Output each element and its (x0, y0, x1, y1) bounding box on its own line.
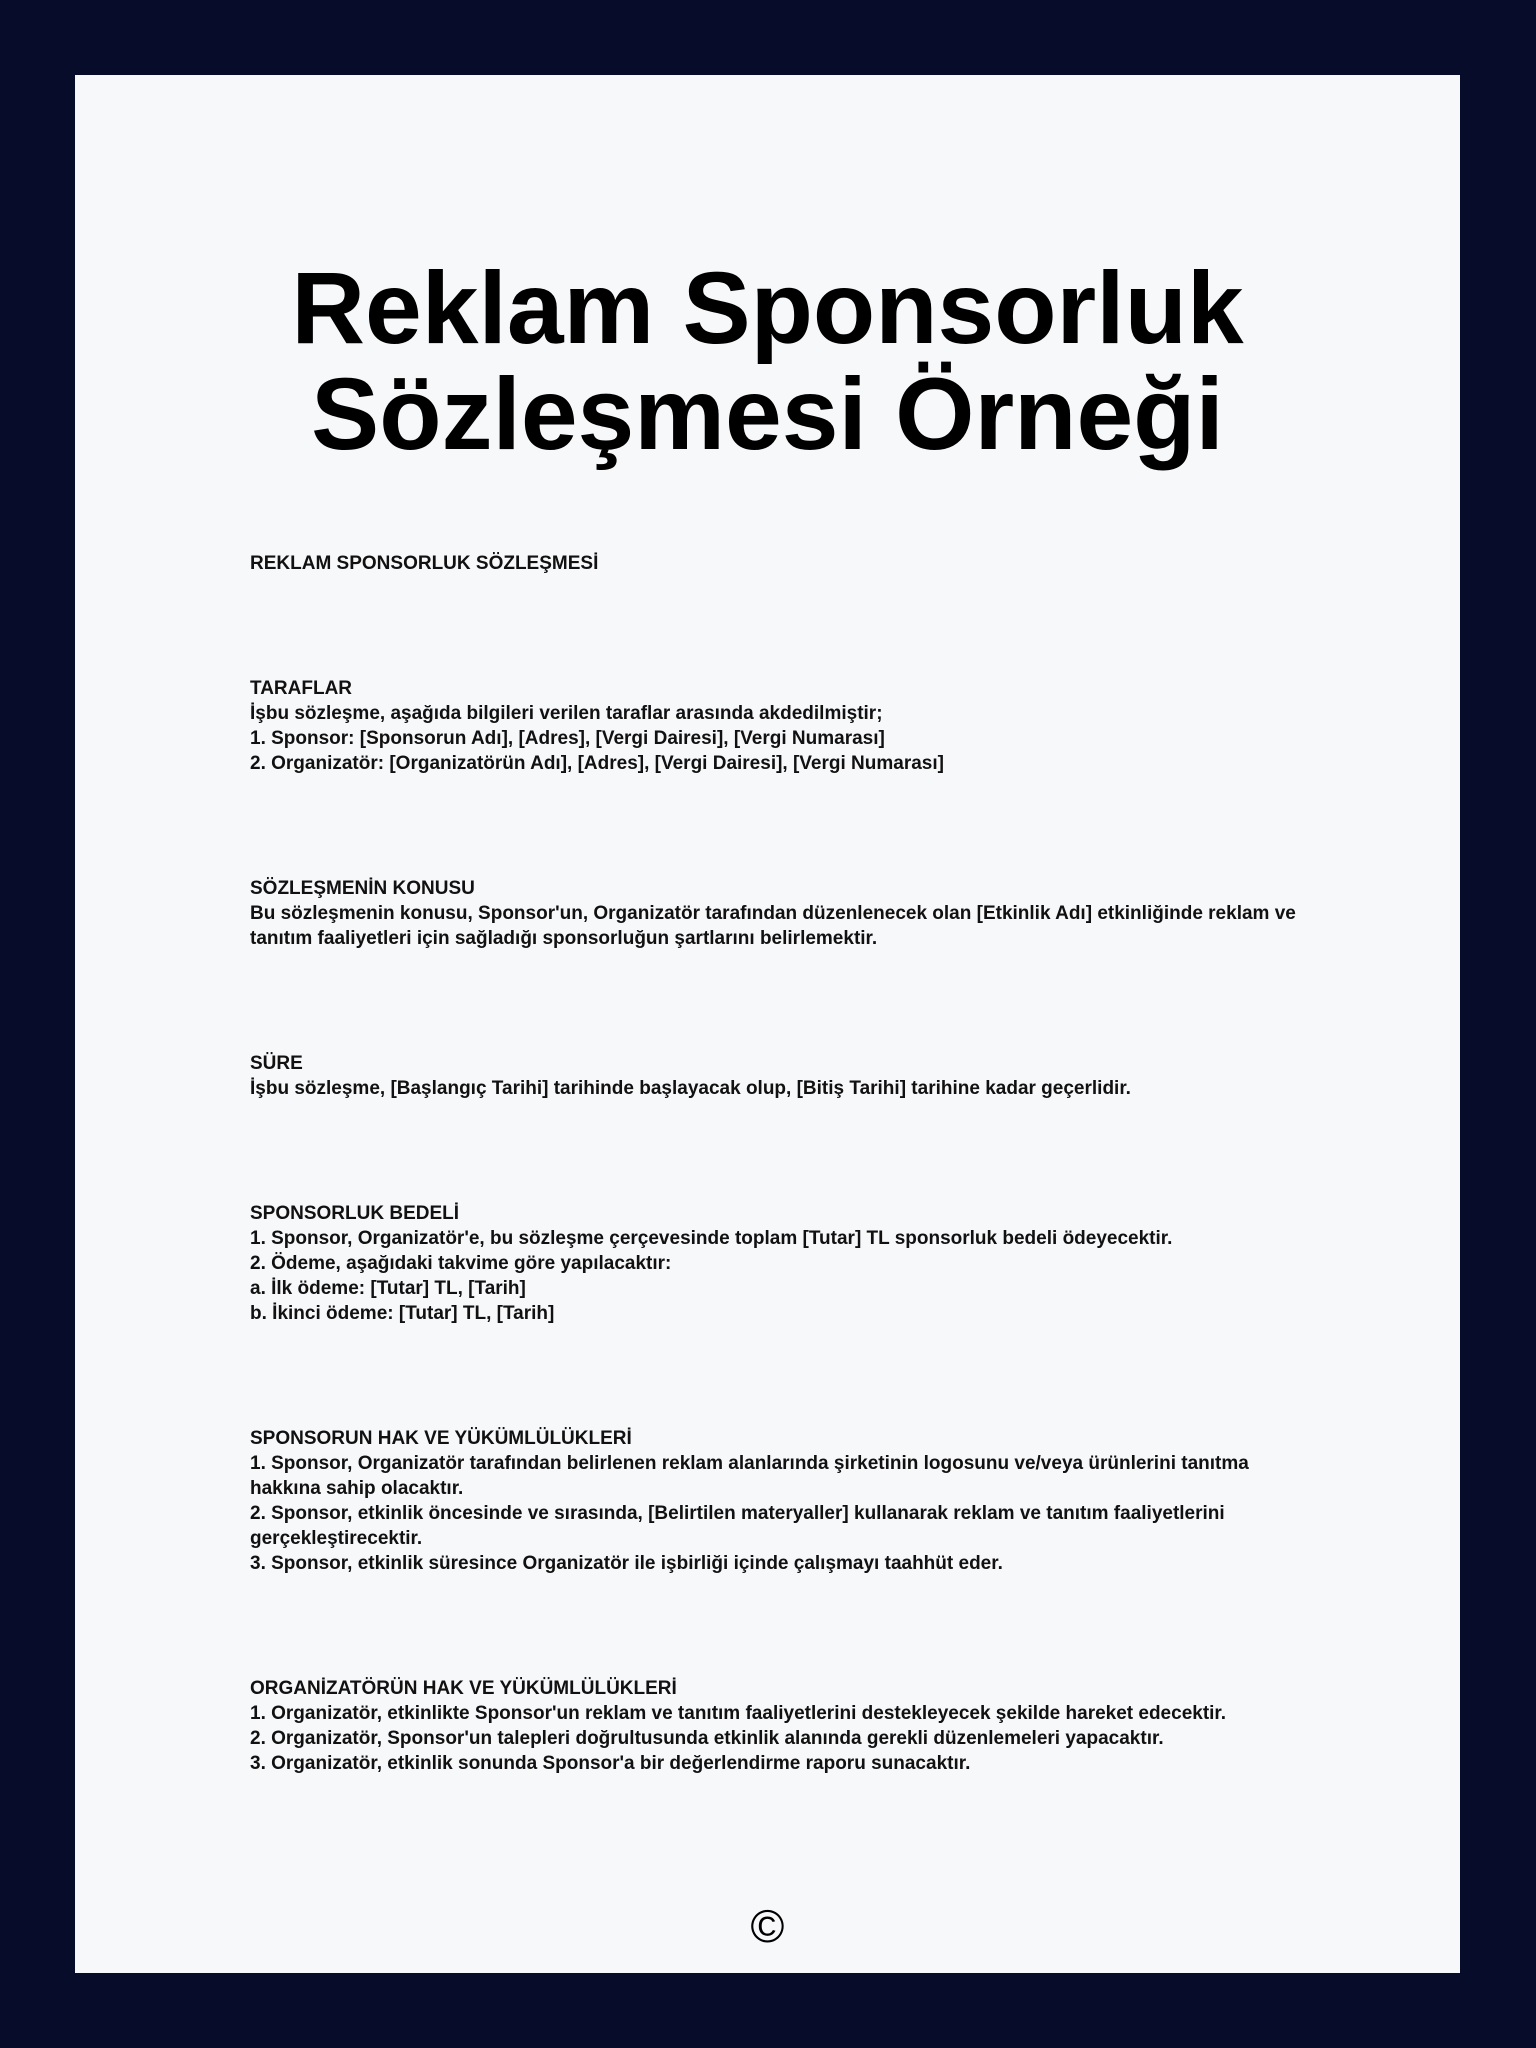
section-line: 2. Sponsor, etkinlik öncesinde ve sırasında, [Belirtilen materyaller] kullanarak reklam ve tanıtım faaliyetlerini gerçekleştirecektir. (250, 1503, 1225, 1549)
section-line: 2. Organizatör, Sponsor'un talepleri doğrultusunda etkinlik alanında gerekli düzenlemeleri yapacaktır. (250, 1728, 1164, 1749)
section-line: 3. Organizatör, etkinlik sonunda Sponsor'a bir değerlendirme raporu sunacaktır. (250, 1753, 971, 1774)
section-taraflar (250, 676, 1300, 776)
section-line: İşbu sözleşme, aşağıda bilgileri verilen taraflar arasında akdedilmiştir; (250, 703, 883, 724)
section-sozlesmenin-konusu (250, 876, 1300, 951)
section-title: SÖZLEŞMENİN KONUSU (250, 878, 475, 899)
section-line: a. İlk ödeme: [Tutar] TL, [Tarih] (250, 1278, 526, 1299)
section-line: İşbu sözleşme, [Başlangıç Tarihi] tarihinde başlayacak olup, [Bitiş Tarihi] tarihine kadar geçerlidir. (250, 1078, 1131, 1099)
section-line: 3. Sponsor, etkinlik süresince Organizatör ile işbirliği içinde çalışmayı taahhüt eder. (250, 1553, 1003, 1574)
section-line: 2. Ödeme, aşağıdaki takvime göre yapılacaktır: (250, 1253, 672, 1274)
contract-heading: REKLAM SPONSORLUK SÖZLEŞMESİ (250, 553, 599, 574)
section-title: ORGANİZATÖRÜN HAK VE YÜKÜMLÜLÜKLERİ (250, 1678, 677, 1699)
section-line: b. İkinci ödeme: [Tutar] TL, [Tarih] (250, 1303, 555, 1324)
section-title: SPONSORUN HAK VE YÜKÜMLÜLÜKLERİ (250, 1428, 632, 1449)
section-organizatorun-hak-ve-yukumlulukleri (250, 1676, 1300, 1776)
section-line: 1. Sponsor, Organizatör tarafından belirlenen reklam alanlarında şirketinin logosunu ve/veya ürünlerini tanıtma hakkına sahip olacaktır. (250, 1453, 1249, 1499)
title-line-2: Sözleşmesi Örneği (311, 357, 1224, 471)
section-title: TARAFLAR (250, 678, 353, 699)
section-line: Bu sözleşmenin konusu, Sponsor'un, Organizatör tarafından düzenlenecek olan [Etkinlik Adı] etkinliğinde reklam ve tanıtım faaliyetleri için sağladığı sponsorluğun şartlarını belirlemektir. (250, 903, 1296, 949)
section-sponsorluk-bedeli (250, 1201, 1300, 1326)
document-page (75, 75, 1460, 1973)
document-title (75, 251, 1460, 471)
title-line-1: Reklam Sponsorluk (291, 251, 1244, 365)
section-line: 1. Sponsor: [Sponsorun Adı], [Adres], [Vergi Dairesi], [Vergi Numarası] (250, 728, 885, 749)
section-line: 1. Sponsor, Organizatör'e, bu sözleşme çerçevesinde toplam [Tutar] TL sponsorluk bedeli ödeyecektir. (250, 1228, 1173, 1249)
copyright-icon: © (750, 1900, 785, 1952)
section-sponsorun-hak-ve-yukumlulukleri (250, 1426, 1300, 1576)
section-sure (250, 1051, 1300, 1101)
document-body (250, 551, 1300, 1876)
section-title: SÜRE (250, 1053, 303, 1074)
section-title: SPONSORLUK BEDELİ (250, 1203, 460, 1224)
section-line: 1. Organizatör, etkinlikte Sponsor'un reklam ve tanıtım faaliyetlerini destekleyecek şekilde hareket edecektir. (250, 1703, 1227, 1724)
section-line: 2. Organizatör: [Organizatörün Adı], [Adres], [Vergi Dairesi], [Vergi Numarası] (250, 753, 944, 774)
